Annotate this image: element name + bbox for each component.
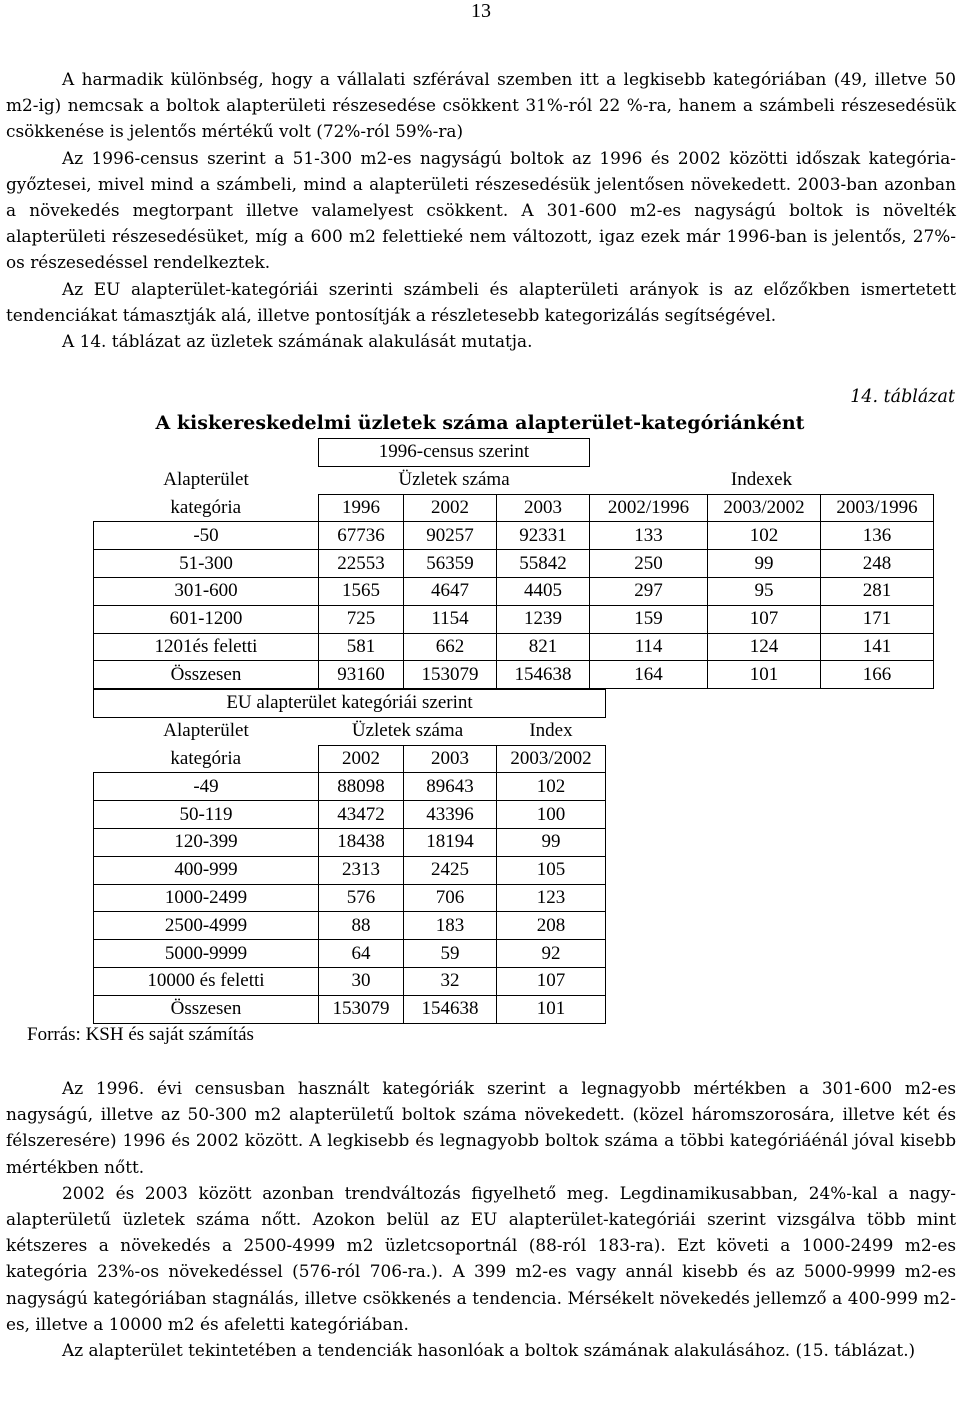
value-cell: 706 xyxy=(404,884,497,912)
table-row xyxy=(94,605,934,633)
intro-text xyxy=(6,66,956,354)
value-cell: 153079 xyxy=(319,995,404,1023)
table-row xyxy=(94,828,606,856)
column-group-header: Üzletek száma xyxy=(398,469,510,491)
value-cell: 166 xyxy=(821,661,934,689)
category-cell: 51-300 xyxy=(94,550,319,578)
value-cell: 154638 xyxy=(497,661,590,689)
column-header: Alapterület xyxy=(163,720,249,742)
value-cell: 18438 xyxy=(319,828,404,856)
census-table xyxy=(93,438,934,689)
value-cell: 725 xyxy=(319,605,404,633)
value-cell: 107 xyxy=(708,605,821,633)
column-header: kategória xyxy=(170,496,242,518)
value-cell: 281 xyxy=(821,577,934,605)
value-cell: 67736 xyxy=(319,522,404,550)
paragraph: Az alapterület tekintetében a tendenciák hasonlóak a boltok számának alakulásához. (15. táblázat.) xyxy=(62,1340,916,1361)
table-row xyxy=(94,439,934,467)
value-cell: 22553 xyxy=(319,550,404,578)
value-cell: 64 xyxy=(319,940,404,968)
value-cell: 821 xyxy=(497,633,590,661)
category-cell: 1000-2499 xyxy=(94,884,319,912)
value-cell: 88 xyxy=(319,912,404,940)
value-cell: 2425 xyxy=(404,856,497,884)
value-cell: 100 xyxy=(497,801,606,829)
category-cell: Összesen xyxy=(94,995,319,1023)
value-cell: 18194 xyxy=(404,828,497,856)
category-cell: 2500-4999 xyxy=(94,912,319,940)
value-cell: 107 xyxy=(497,967,606,995)
value-cell: 89643 xyxy=(404,773,497,801)
table-row xyxy=(94,912,606,940)
value-cell: 171 xyxy=(821,605,934,633)
table-row xyxy=(94,550,934,578)
value-cell: 153079 xyxy=(404,661,497,689)
table-row xyxy=(94,522,934,550)
category-cell: 601-1200 xyxy=(94,605,319,633)
value-cell: 55842 xyxy=(497,550,590,578)
table-row xyxy=(94,466,934,494)
value-cell: 102 xyxy=(708,522,821,550)
value-cell: 114 xyxy=(590,633,708,661)
value-cell: 133 xyxy=(590,522,708,550)
table-row xyxy=(94,801,606,829)
value-cell: 183 xyxy=(404,912,497,940)
page-number: 13 xyxy=(471,0,491,22)
column-header: kategória xyxy=(170,747,242,769)
value-cell: 4405 xyxy=(497,577,590,605)
column-group-header: Üzletek száma xyxy=(351,720,464,742)
category-cell: -50 xyxy=(94,522,319,550)
value-cell: 92 xyxy=(497,940,606,968)
table-row xyxy=(94,745,606,773)
value-cell: 141 xyxy=(821,633,934,661)
value-cell: 208 xyxy=(497,912,606,940)
category-cell: 5000-9999 xyxy=(94,940,319,968)
value-cell: 101 xyxy=(708,661,821,689)
table-title: A kiskereskedelmi üzletek száma alapterület-kategóriánként xyxy=(155,412,805,434)
value-cell: 95 xyxy=(708,577,821,605)
column-header: 2003/1996 xyxy=(821,494,934,522)
column-header: 2003 xyxy=(497,494,590,522)
value-cell: 1239 xyxy=(497,605,590,633)
column-header: 2003/2002 xyxy=(708,494,821,522)
table-row xyxy=(94,995,606,1023)
category-cell: Összesen xyxy=(94,661,319,689)
category-cell: -49 xyxy=(94,773,319,801)
value-cell: 90257 xyxy=(404,522,497,550)
value-cell: 56359 xyxy=(404,550,497,578)
table-row xyxy=(94,633,934,661)
table-row xyxy=(94,856,606,884)
category-cell: 1201és feletti xyxy=(94,633,319,661)
value-cell: 124 xyxy=(708,633,821,661)
category-cell: 400-999 xyxy=(94,856,319,884)
value-cell: 93160 xyxy=(319,661,404,689)
value-cell: 297 xyxy=(590,577,708,605)
column-header: 2003 xyxy=(404,745,497,773)
category-cell: 50-119 xyxy=(94,801,319,829)
table-row xyxy=(94,940,606,968)
value-cell: 250 xyxy=(590,550,708,578)
column-header: 2002 xyxy=(404,494,497,522)
table-row xyxy=(94,661,934,689)
value-cell: 1154 xyxy=(404,605,497,633)
paragraph: Az 1996-census szerint a 51-300 m2-es nagyságú boltok az 1996 és 2002 közötti időszak kategória-győztesei, mivel mind a számbeli, mind a alapterületi részesedésük jelentősen növekedett. 2003-ban azonban a növekedés megtorpant illetve valamelyest csökkent. A 301-600 m2-es nagyságú boltok is növelték alapterületi részesedésüket, míg a 600 m2 felettieké nem változott, igaz ezek már 1996-ban is jelentős, 27%-os részesedéssel rendelkeztek. xyxy=(6,147,956,273)
category-cell: 10000 és feletti xyxy=(94,967,319,995)
table-row xyxy=(94,884,606,912)
table-number: 14. táblázat xyxy=(850,387,955,407)
value-cell: 59 xyxy=(404,940,497,968)
table-row xyxy=(94,577,934,605)
column-group-header: Index xyxy=(529,720,573,742)
paragraph: A 14. táblázat az üzletek számának alakulását mutatja. xyxy=(62,331,533,352)
column-group-header: Indexek xyxy=(730,468,793,490)
source-note: Forrás: KSH és saját számítás xyxy=(27,1024,254,1045)
section-title: 1996-census szerint xyxy=(319,439,590,467)
table-row xyxy=(94,967,606,995)
table-row xyxy=(94,494,934,522)
paragraph: A harmadik különbség, hogy a vállalati szférával szemben itt a legkisebb kategóriában (49, illetve 50 m2-ig) nemcsak a boltok alapterületi részesedése csökkent 31%-ról 22 %-ra, hanem a számbeli részesedésük csökkenése is jelentős mértékű volt (72%-ról 59%-ra) xyxy=(6,69,956,142)
value-cell: 105 xyxy=(497,856,606,884)
paragraph: Az EU alapterület-kategóriái szerinti számbeli és alapterületi arányok is az előzőkben ismertetett tendenciákat támasztják alá, illetve pontosítják a részletesebb kategorizálás segítségével. xyxy=(6,278,956,325)
value-cell: 4647 xyxy=(404,577,497,605)
table-row xyxy=(94,717,606,745)
value-cell: 99 xyxy=(497,828,606,856)
value-cell: 159 xyxy=(590,605,708,633)
value-cell: 154638 xyxy=(404,995,497,1023)
paragraph: Az 1996. évi censusban használt kategóriák szerint a legnagyobb mértékben a 301-600 m2-es nagyságú, illetve az 50-300 m2 alapterületű boltok száma növekedett. (közel háromszorosára, illetve két és félszeresére) 1996 és 2002 között. A legkisebb és legnagyobb boltok száma a többi kategóriáénál jóval kisebb mértékben nőtt. xyxy=(6,1078,956,1177)
eu-table xyxy=(93,689,606,1024)
column-header: Alapterület xyxy=(163,469,249,491)
value-cell: 99 xyxy=(708,550,821,578)
value-cell: 581 xyxy=(319,633,404,661)
value-cell: 43396 xyxy=(404,801,497,829)
column-header: 2002/1996 xyxy=(590,494,708,522)
value-cell: 662 xyxy=(404,633,497,661)
value-cell: 2313 xyxy=(319,856,404,884)
value-cell: 30 xyxy=(319,967,404,995)
value-cell: 248 xyxy=(821,550,934,578)
category-cell: 301-600 xyxy=(94,577,319,605)
value-cell: 32 xyxy=(404,967,497,995)
value-cell: 102 xyxy=(497,773,606,801)
value-cell: 92331 xyxy=(497,522,590,550)
column-header: 1996 xyxy=(319,494,404,522)
table-row xyxy=(94,773,606,801)
value-cell: 101 xyxy=(497,995,606,1023)
value-cell: 88098 xyxy=(319,773,404,801)
value-cell: 123 xyxy=(497,884,606,912)
value-cell: 136 xyxy=(821,522,934,550)
value-cell: 576 xyxy=(319,884,404,912)
paragraph: 2002 és 2003 között azonban trendváltozás figyelhető meg. Legdinamikusabban, 24%-kal a nagy-alapterületű üzletek száma nőtt. Azokon belül az EU alapterület-kategóriái szerint vizsgálva több mint kétszeres a növekedés a 2500-4999 m2 üzletcsoportnál (88-ról 183-ra). Ezt követi a 1000-2499 m2-es kategória 23%-os növekedéssel (576-ról 706-ra.). A 399 m2-es vagy annál kisebb és az 5000-9999 m2-es nagyságú kategóriában stagnálás, illetve csökkenés a tendencia. Mérsékelt növekedés jellemző a 400-999 m2-es, illetve a 10000 m2 és afeletti kategóriában. xyxy=(6,1182,956,1334)
column-header: 2002 xyxy=(319,745,404,773)
value-cell: 1565 xyxy=(319,577,404,605)
category-cell: 120-399 xyxy=(94,828,319,856)
value-cell: 43472 xyxy=(319,801,404,829)
outro-text xyxy=(6,1075,956,1363)
table-row xyxy=(94,690,606,718)
value-cell: 164 xyxy=(590,661,708,689)
section-title: EU alapterület kategóriái szerint xyxy=(94,690,606,718)
column-header: 2003/2002 xyxy=(497,745,606,773)
